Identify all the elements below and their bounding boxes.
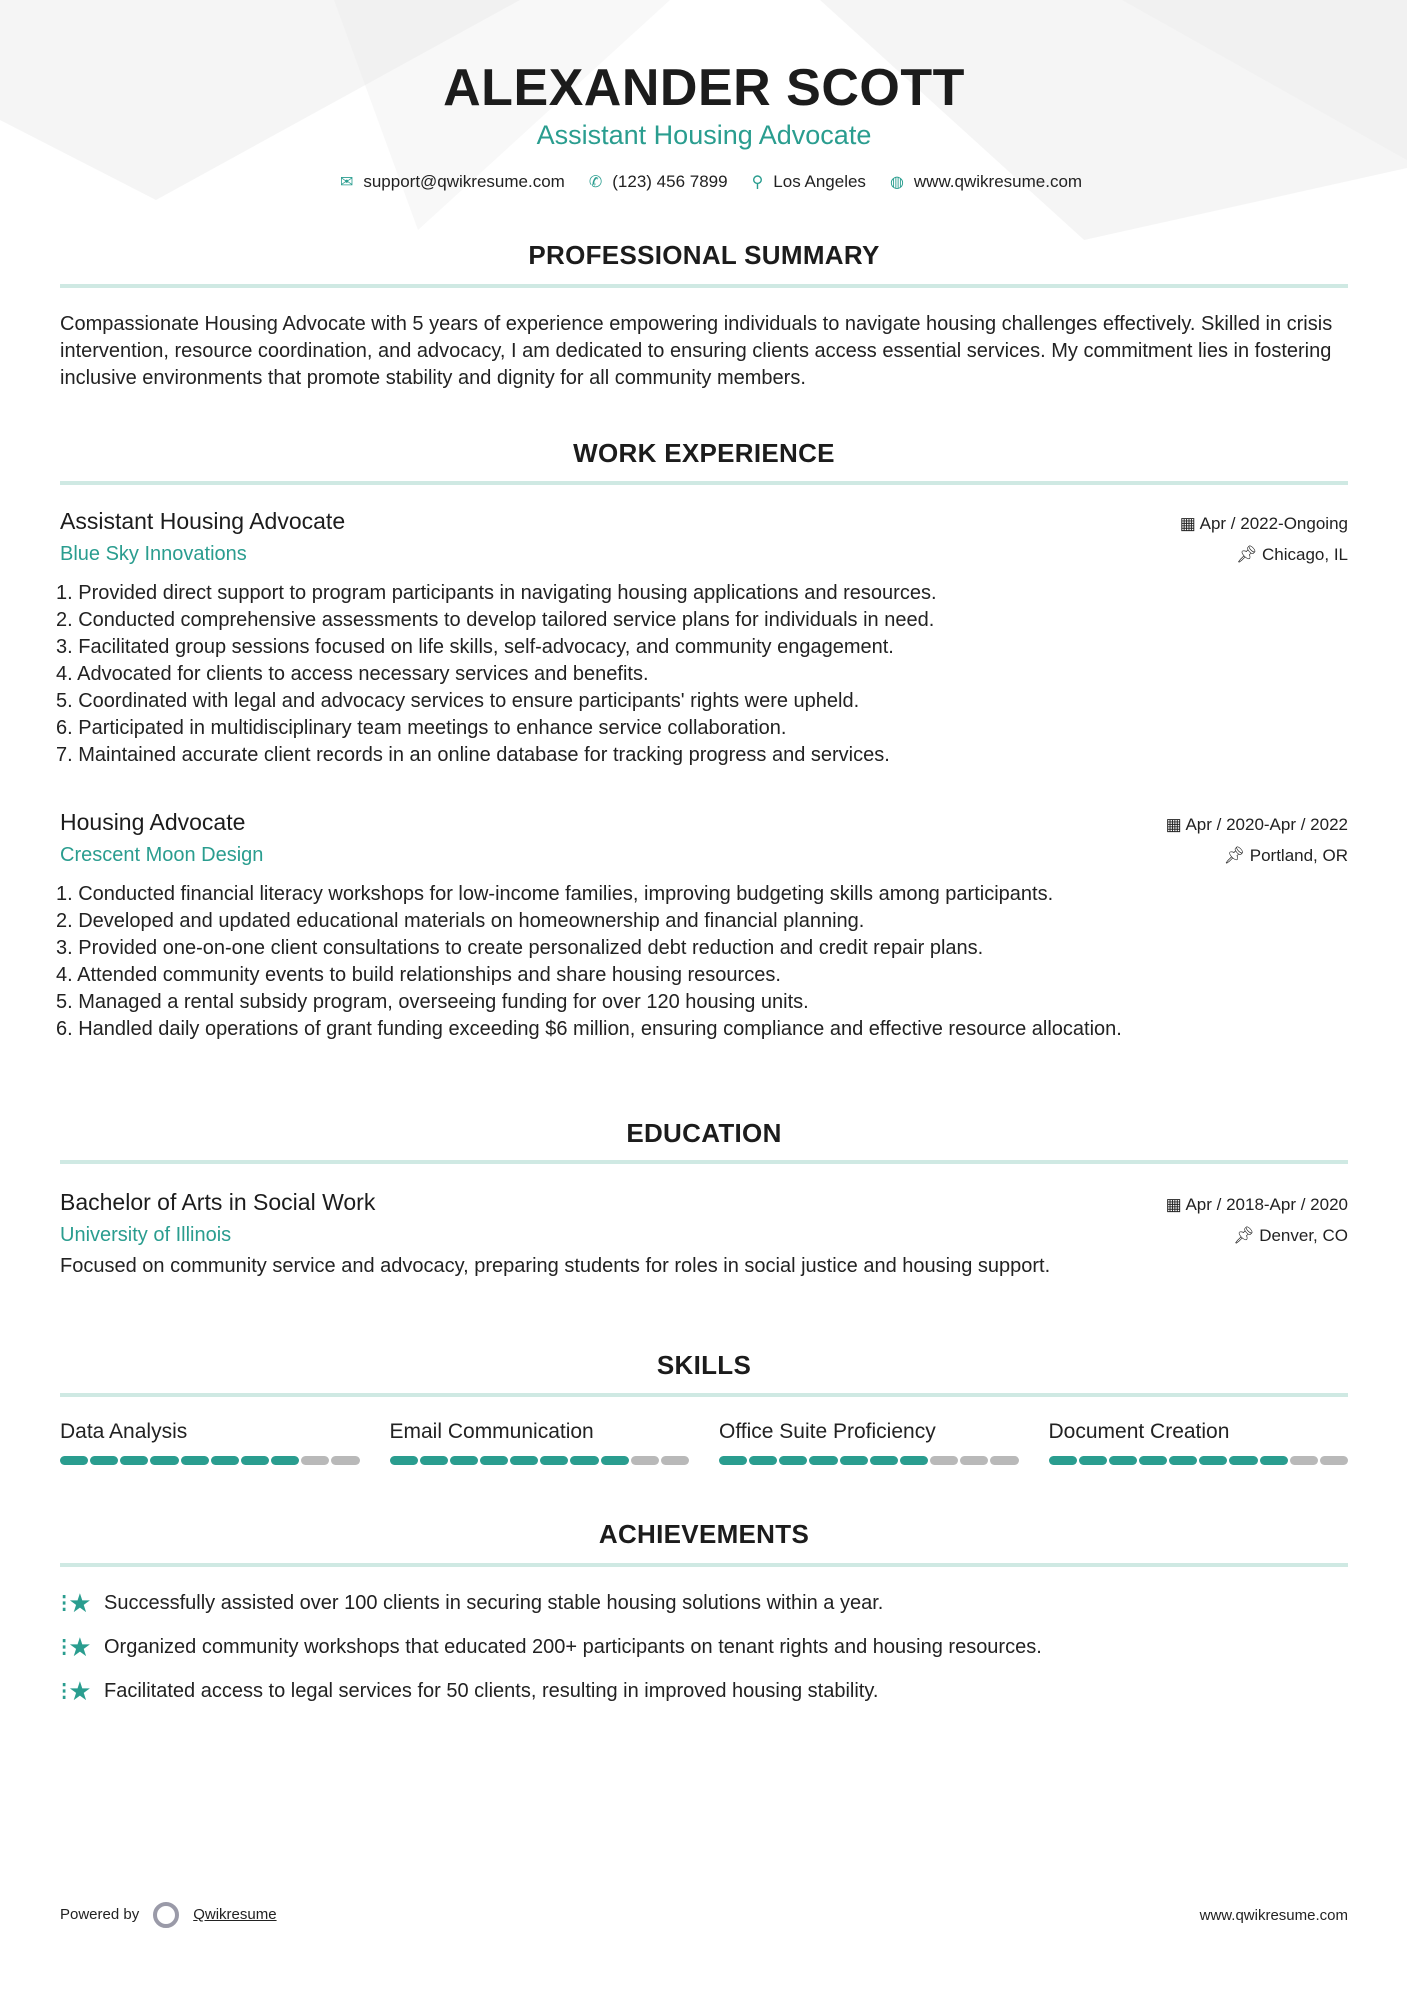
skill-item xyxy=(390,1420,690,1465)
education-location: Denver, CO xyxy=(1259,1226,1348,1245)
pin-icon: 📌︎ xyxy=(1223,846,1250,865)
skill-segment xyxy=(1290,1456,1318,1465)
calendar-icon: ▦ xyxy=(1179,514,1200,533)
skill-name: Document Creation xyxy=(1048,1420,1230,1443)
skill-item xyxy=(1049,1420,1349,1465)
skill-segment xyxy=(301,1456,329,1465)
pin-icon: 📌︎ xyxy=(1235,545,1262,564)
contact-phone: (123) 456 7899 xyxy=(612,172,728,191)
bullet-item: 5. Coordinated with legal and advocacy services to ensure participants' rights were upheld. xyxy=(56,690,860,712)
degree: Bachelor of Arts in Social Work xyxy=(60,1189,376,1215)
job-entry xyxy=(56,809,1348,1043)
skill-segment xyxy=(900,1456,928,1465)
location-pin-icon: ⚲ xyxy=(751,174,764,191)
divider xyxy=(60,1563,1348,1567)
globe-icon: ◍ xyxy=(889,174,904,191)
skill-segment xyxy=(960,1456,988,1465)
skill-segment xyxy=(540,1456,568,1465)
contact-bar xyxy=(60,172,1348,192)
job-location: Chicago, IL xyxy=(1262,545,1348,564)
section-heading-achievements: ACHIEVEMENTS xyxy=(598,1519,810,1549)
achievement-text: Facilitated access to legal services for 50 clients, resulting in improved housing stability. xyxy=(104,1679,879,1702)
contact-email[interactable]: support@qwikresume.com xyxy=(363,172,565,191)
company-name: Crescent Moon Design xyxy=(60,844,264,866)
calendar-icon: ▦ xyxy=(1165,1195,1186,1214)
skill-segment xyxy=(1229,1456,1257,1465)
bullet-item: 3. Facilitated group sessions focused on life skills, self-advocacy, and community engagement. xyxy=(56,636,894,658)
skill-segment xyxy=(870,1456,898,1465)
school-name: University of Illinois xyxy=(60,1224,232,1246)
achievement-item xyxy=(60,1669,1348,1713)
achievement-item xyxy=(60,1581,1348,1625)
bullet-item: 5. Managed a rental subsidy program, overseeing funding for over 120 housing units. xyxy=(56,991,809,1013)
skill-segment xyxy=(631,1456,659,1465)
divider xyxy=(60,1160,1348,1164)
job-dates: Apr / 2022-Ongoing xyxy=(1199,514,1348,533)
skill-segment xyxy=(990,1456,1018,1465)
skill-segment xyxy=(749,1456,777,1465)
section-heading-summary: PROFESSIONAL SUMMARY xyxy=(528,240,880,270)
brand-link[interactable]: Qwikresume xyxy=(193,1905,277,1923)
skill-segment xyxy=(241,1456,269,1465)
section-heading-skills: SKILLS xyxy=(656,1350,752,1380)
skill-level-bar xyxy=(1049,1456,1349,1465)
bullet-item: 6. Participated in multidisciplinary team meetings to enhance service collaboration. xyxy=(56,717,787,739)
skill-segment xyxy=(60,1456,88,1465)
summary-text: Compassionate Housing Advocate with 5 years of experience empowering individuals to navigate housing challenges effectively. Skilled in crisis intervention, resource coordination, and advocacy, I am dedicated to ensuring clients access essential services. My commitment lies in fostering inclusive environments that promote stability and dignity for all community members. xyxy=(60,313,1333,389)
bullet-item: 6. Handled daily operations of grant funding exceeding $6 million, ensuring compliance and effective resource allocation. xyxy=(56,1018,1122,1040)
star-icon: ⁝★ xyxy=(60,1631,92,1662)
skill-segment xyxy=(480,1456,508,1465)
skill-segment xyxy=(661,1456,689,1465)
skill-segment xyxy=(211,1456,239,1465)
skills-list xyxy=(60,1420,1348,1465)
skill-segment xyxy=(1049,1456,1077,1465)
education-description: Focused on community service and advocacy, preparing students for roles in social justice and housing support. xyxy=(60,1255,1051,1277)
company-name: Blue Sky Innovations xyxy=(60,543,247,565)
bullet-item: 2. Developed and updated educational materials on homeownership and financial planning. xyxy=(56,910,865,932)
job-title: Assistant Housing Advocate xyxy=(60,508,346,534)
skill-name: Data Analysis xyxy=(60,1420,188,1443)
skill-segment xyxy=(570,1456,598,1465)
bullet-item: 2. Conducted comprehensive assessments to develop tailored service plans for individuals in need. xyxy=(56,609,935,631)
skill-name: Office Suite Proficiency xyxy=(719,1420,936,1443)
footer-website[interactable]: www.qwikresume.com xyxy=(1199,1906,1348,1924)
star-icon: ⁝★ xyxy=(60,1587,92,1618)
skill-segment xyxy=(181,1456,209,1465)
skill-segment xyxy=(840,1456,868,1465)
skill-item xyxy=(60,1420,360,1465)
skill-segment xyxy=(809,1456,837,1465)
email-icon: ✉ xyxy=(339,174,354,191)
bullet-item: 7. Maintained accurate client records in an online database for tracking progress and services. xyxy=(56,744,890,766)
job-title: Housing Advocate xyxy=(60,809,246,835)
skill-segment xyxy=(390,1456,418,1465)
bullet-item: 3. Provided one-on-one client consultations to create personalized debt reduction and credit repair plans. xyxy=(56,937,984,959)
bullet-item: 4. Advocated for clients to access necessary services and benefits. xyxy=(56,663,649,685)
skill-segment xyxy=(1109,1456,1137,1465)
skill-segment xyxy=(150,1456,178,1465)
divider xyxy=(60,481,1348,485)
skill-segment xyxy=(1320,1456,1348,1465)
job-bullets xyxy=(56,881,1348,1043)
skill-name: Email Communication xyxy=(389,1420,594,1443)
candidate-title: Assistant Housing Advocate xyxy=(536,120,872,150)
footer xyxy=(60,1902,1348,1928)
education-entry xyxy=(60,1189,1348,1280)
skill-segment xyxy=(90,1456,118,1465)
skill-segment xyxy=(331,1456,359,1465)
qwikresume-logo-icon xyxy=(153,1902,179,1928)
skill-level-bar xyxy=(719,1456,1019,1465)
skill-segment xyxy=(1139,1456,1167,1465)
achievement-text: Organized community workshops that educated 200+ participants on tenant rights and housing resources. xyxy=(104,1635,1042,1658)
phone-icon: ✆ xyxy=(588,174,603,191)
section-heading-education: EDUCATION xyxy=(626,1118,782,1148)
bullet-item: 1. Conducted financial literacy workshops for low-income families, improving budgeting skills among participants. xyxy=(56,883,1054,905)
education-dates: Apr / 2018-Apr / 2020 xyxy=(1185,1195,1348,1214)
skill-item xyxy=(719,1420,1019,1465)
skill-segment xyxy=(510,1456,538,1465)
divider xyxy=(60,1393,1348,1397)
job-bullets xyxy=(56,580,1348,769)
achievements-list xyxy=(60,1581,1348,1713)
contact-location: Los Angeles xyxy=(773,172,866,191)
skill-segment xyxy=(1079,1456,1107,1465)
skill-level-bar xyxy=(60,1456,360,1465)
skill-segment xyxy=(420,1456,448,1465)
candidate-name: ALEXANDER SCOTT xyxy=(443,59,965,117)
contact-website[interactable]: www.qwikresume.com xyxy=(913,172,1083,191)
job-entry xyxy=(56,508,1348,769)
bullet-item: 1. Provided direct support to program participants in navigating housing applications and resources. xyxy=(56,582,937,604)
job-location: Portland, OR xyxy=(1249,846,1348,865)
pin-icon: 📌︎ xyxy=(1232,1226,1260,1245)
job-dates: Apr / 2020-Apr / 2022 xyxy=(1185,815,1348,834)
calendar-icon: ▦ xyxy=(1165,815,1186,834)
skill-segment xyxy=(1260,1456,1288,1465)
skill-segment xyxy=(271,1456,299,1465)
skill-segment xyxy=(601,1456,629,1465)
divider xyxy=(60,284,1348,288)
skill-segment xyxy=(719,1456,747,1465)
skill-segment xyxy=(1169,1456,1197,1465)
bullet-item: 4. Attended community events to build relationships and share housing resources. xyxy=(56,964,781,986)
skill-segment xyxy=(930,1456,958,1465)
achievement-text: Successfully assisted over 100 clients in securing stable housing solutions within a year. xyxy=(104,1591,884,1614)
skill-segment xyxy=(450,1456,478,1465)
powered-by-label: Powered by xyxy=(60,1905,140,1923)
achievement-item xyxy=(60,1625,1348,1669)
star-icon: ⁝★ xyxy=(60,1675,92,1706)
skill-segment xyxy=(779,1456,807,1465)
skill-level-bar xyxy=(390,1456,690,1465)
skill-segment xyxy=(1199,1456,1227,1465)
section-heading-experience: WORK EXPERIENCE xyxy=(573,438,835,468)
skill-segment xyxy=(120,1456,148,1465)
